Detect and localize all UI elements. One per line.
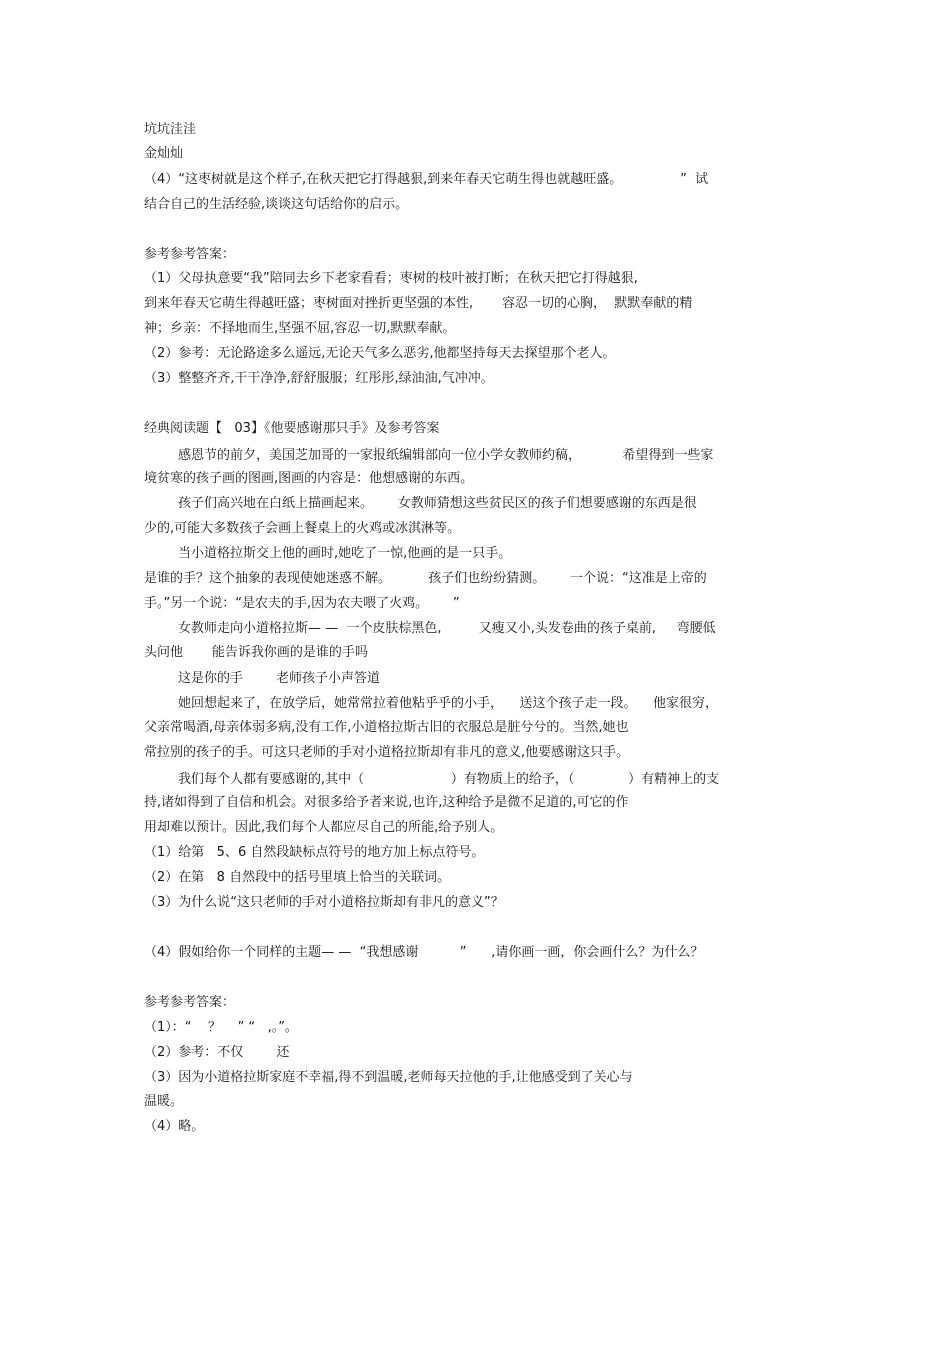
passage-line: 我们每个人都有要感谢的,其中（ ）有物质上的给予，（ ）有精神上的支 — [178, 772, 720, 787]
passage-line: 手。”另一个说：“是农夫的手,因为农夫喂了火鸡。 ” — [144, 596, 460, 611]
passage-line: 常拉别的孩子的手。可这只老师的手对小道格拉斯却有非凡的意义,他要感谢这只手。 — [144, 745, 630, 760]
answer-line: 到来年春天它萌生得越旺盛；枣树面对挫折更坚强的本性, 容忍一切的心胸， 默默奉献的精 — [144, 296, 693, 311]
question-line: （4）假如给你一个同样的主题— — “我想感谢 ” ,请你画一画，你会画什么？为什么？ — [144, 945, 704, 960]
passage-line: 孩子们高兴地在白纸上描画起来。 女教师猜想这些贫民区的孩子们想要感谢的东西是很 — [178, 496, 697, 511]
question-line: （1）给第 5、6 自然段缺标点符号的地方加上标点符号。 — [144, 845, 485, 860]
section-title: 经典阅读题【 03】《他要感谢那只手》及参考答案 — [144, 421, 440, 436]
passage-line: 当小道格拉斯交上他的画时,她吃了一惊,他画的是一只手。 — [178, 546, 512, 561]
answer-heading: 参考参考答案： — [144, 247, 236, 262]
passage-line: 女教师走向小道格拉斯— — 一个皮肤棕黑色, 又瘦又小,头发卷曲的孩子桌前, 弯腰低 — [178, 621, 716, 636]
passage-line: 她回想起来了，在放学后，她常常拉着他粘乎乎的小手， 送这个孩子走一段。 他家很穷， — [178, 696, 719, 711]
passage-line: 少的,可能大多数孩子会画上餐桌上的火鸡或冰淇淋等。 — [144, 521, 461, 536]
passage-line: 境贫寒的孩子画的图画,图画的内容是：他想感谢的东西。 — [144, 471, 474, 486]
passage-line: 头问他 能告诉我你画的是谁的手吗 — [144, 645, 368, 660]
text-line: 金灿灿 — [144, 146, 184, 161]
answer-line: （1）父母执意要“我”陪同去乡下老家看看；枣树的枝叶被打断；在秋天把它打得越狠, — [144, 271, 638, 286]
answer-heading: 参考参考答案： — [144, 995, 236, 1010]
passage-line: 父亲常喝酒,母亲体弱多病,没有工作,小道格拉斯古旧的衣服总是脏兮兮的。当然,她也 — [144, 720, 629, 735]
answer-line: （3）因为小道格拉斯家庭不幸福,得不到温暖,老师每天拉他的手,让他感受到了关心与 — [144, 1070, 633, 1085]
question-4-text: （4）“这枣树就是这个样子,在秋天把它打得越狠,到来年春天它萌生得也就越旺盛。 ” 试 — [144, 172, 709, 187]
question-line: （3）为什么说“这只老师的手对小道格拉斯却有非凡的意义”？ — [144, 895, 504, 910]
answer-line: 神；乡亲：不择地而生,坚强不屈,容忍一切,默默奉献。 — [144, 321, 456, 336]
answer-line: （2）参考：不仅 还 — [144, 1045, 290, 1060]
passage-line: 感恩节的前夕，美国芝加哥的一家报纸编辑部向一位小学女教师约稿， 希望得到一些家 — [178, 448, 714, 463]
answer-line: （2）参考：无论路途多么遥远,无论天气多么恶劣,他都坚持每天去探望那个老人。 — [144, 346, 616, 361]
text-line: 坑坑洼洼 — [144, 122, 197, 137]
question-line: （2）在第 8 自然段中的括号里填上恰当的关联词。 — [144, 870, 451, 885]
answer-line: （3）整整齐齐,干干净净,舒舒服服；红彤彤,绿油油,气冲冲。 — [144, 371, 494, 386]
answer-line: 温暖。 — [144, 1094, 184, 1109]
answer-line: （1）：“ ？ ” “ ,。”。 — [144, 1020, 298, 1035]
passage-line: 是谁的手？这个抽象的表现使她迷惑不解。 孩子们也纷纷猜测。 一个说：“这准是上帝的 — [144, 571, 707, 586]
passage-line: 用却难以预计。因此,我们每个人都应尽自己的所能,给予别人。 — [144, 820, 504, 835]
passage-line: 持,诸如得到了自信和机会。对很多给予者来说,也许,这种给予是微不足道的,可它的作 — [144, 795, 629, 810]
question-4-text: 结合自己的生活经验,谈谈这句话给你的启示。 — [144, 197, 409, 212]
passage-line: 这是你的手 老师孩子小声答道 — [178, 671, 381, 686]
answer-line: （4）略。 — [144, 1119, 205, 1134]
